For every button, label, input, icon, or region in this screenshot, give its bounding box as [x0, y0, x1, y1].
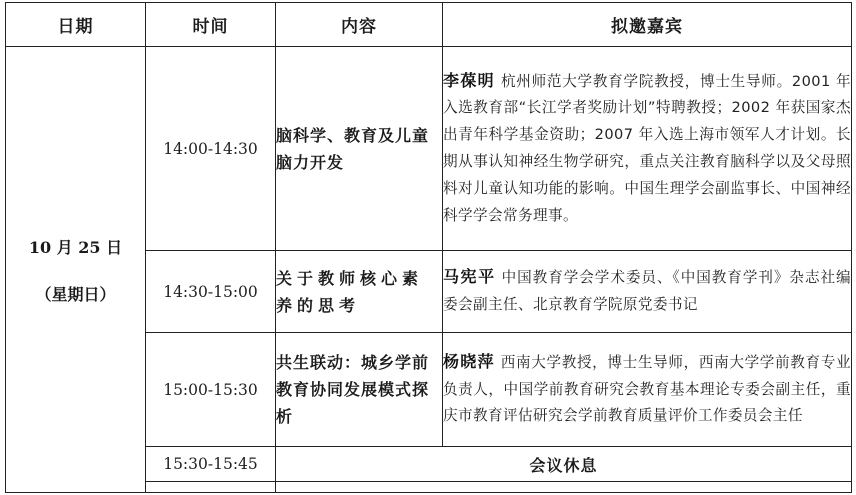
- topic-cell: 脑科学、教育及儿童脑力开发: [276, 47, 443, 251]
- header-row: [6, 3, 852, 47]
- guest-bio: 中国教育学会学术委员、《中国教育学刊》杂志社编委会副主任、北京教育学院原党委书记: [443, 269, 851, 313]
- guest-bio: 杭州师范大学教育学院教授，博士生导师。2001 年入选教育部“长江学者奖励计划”特聘教授；2002 年获国家杰出青年科学基金资助；2007 年入选上海市领军人才计划。长期从事认知神经生物学研究，重点关注教育脑科学以及父母照料对儿童认知功能的影响。中国生理学会副监事长、中国神经科学学会常务理事。: [443, 72, 851, 224]
- empty-cell: [146, 482, 276, 493]
- topic-cell: 共生联动：城乡学前教育协同发展模式探析: [276, 333, 443, 447]
- header-guests: 拟邀嘉宾: [443, 3, 852, 47]
- table-row: [6, 47, 852, 251]
- guest-name: 杨晓萍: [443, 351, 495, 371]
- time-cell: 15:00-15:30: [146, 333, 276, 447]
- guest-bio: 西南大学教授，博士生导师，西南大学学前教育专业负责人，中国学前教育研究会教育基本理论专委会副主任，重庆市教育评估研究会学前教育质量评价工作委员会主任: [443, 353, 851, 425]
- guest-name: 李葆明: [443, 70, 495, 90]
- guest-name: 马宪平: [443, 267, 496, 287]
- session-date: 10 月 25 日: [28, 237, 123, 257]
- date-cell: [6, 47, 146, 493]
- topic-cell: 关于教师核心素养的思考: [276, 251, 443, 333]
- header-content: 内容: [276, 3, 443, 47]
- guest-cell: [443, 251, 852, 333]
- empty-cell: [276, 482, 852, 493]
- time-cell: 14:00-14:30: [146, 47, 276, 251]
- time-cell: 14:30-15:00: [146, 251, 276, 333]
- guest-cell: [443, 333, 852, 447]
- time-cell: 15:30-15:45: [146, 447, 276, 482]
- schedule-table: [5, 2, 852, 493]
- guest-cell: [443, 47, 852, 251]
- header-date: 日期: [6, 3, 146, 47]
- header-time: 时间: [146, 3, 276, 47]
- break-label: 会议休息: [276, 447, 852, 482]
- session-weekday: （星期日）: [35, 284, 116, 304]
